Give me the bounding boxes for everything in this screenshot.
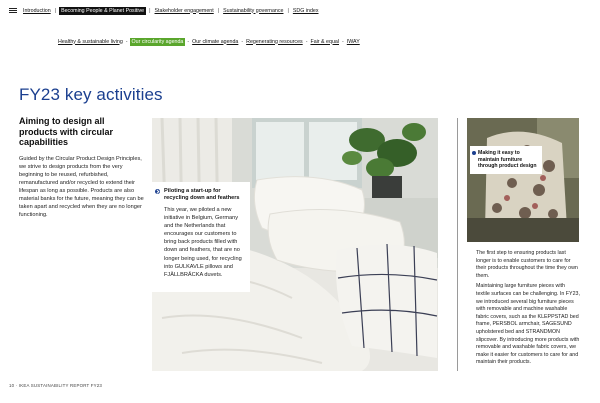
nav-link-introduction[interactable]: Introduction — [23, 7, 51, 14]
right-paragraph: The first step to ensuring products last longer is to enable customers to care for their products throughout the time they own them. — [476, 250, 578, 279]
chair-caption — [470, 146, 542, 174]
nav-separator: - — [125, 38, 128, 45]
callout-title: Piloting a start-up for recycling down and feathers — [164, 188, 240, 201]
page-footer: 10 · IKEA SUSTAINABILITY REPORT FY23 — [9, 383, 103, 388]
callout-box — [152, 182, 250, 292]
subnav-link-iway[interactable]: IWAY — [346, 38, 360, 45]
chair-caption-text: Making it easy to maintain furniture through product design — [478, 150, 537, 170]
section-heading: Aiming to design all products with circular capabilities — [19, 116, 114, 147]
subnav-link-fair-equal[interactable]: Fair & equal — [310, 38, 340, 45]
menu-icon[interactable] — [9, 8, 17, 14]
chair-illustration — [467, 118, 579, 242]
column-divider — [457, 118, 458, 371]
nav-separator: | — [217, 7, 220, 14]
nav-separator: | — [149, 7, 151, 14]
intro-paragraph: Guided by the Circular Product Design Principles, we strive to design products from the very beginning to be reused, refurbished, remanufactured and/or recycled to extend their lifespan as long as possible. Products are also material banks for the future, meaning they can be taken apart and recycled when they are no longer functioning. — [19, 156, 144, 218]
subnav-link-circularity-agenda[interactable]: Our circularity agenda — [131, 38, 184, 45]
primary-nav — [9, 6, 320, 15]
nav-link-stakeholder-engagement[interactable]: Stakeholder engagement — [154, 7, 214, 14]
callout-body: This year, we piloted a new initiative in Belgium, Germany and the Netherlands that encourages our customers to bring back products filled with down and feathers, that are no longer being used, for recycling into GULKAVLE pillows and FJÄLLBRÄCKA duvets. — [164, 207, 242, 278]
right-paragraph: Maintaining large furniture pieces with textile surfaces can be challenging. In FY23, we introduced several big furniture pieces with removable and machine washable fabric covers, such as the KLEPPSTAD bed frame, PERSBOL armchair, SAGESUND upholstered bed and STRANDMON slipcover. By introducing more products with removable and washable fabric covers, we make it easier for customers to care for and maintain their products. — [476, 283, 580, 366]
nav-separator: - — [305, 38, 308, 45]
right-column-text — [476, 250, 580, 367]
chair-photo — [467, 118, 579, 242]
nav-separator: - — [342, 38, 344, 45]
nav-link-sustainability-governance[interactable]: Sustainability governance — [223, 7, 284, 14]
nav-separator: | — [54, 7, 57, 14]
checkmark-icon — [472, 151, 476, 155]
nav-separator: - — [241, 38, 244, 45]
subnav-link-climate-agenda[interactable]: Our climate agenda — [192, 38, 239, 45]
page-title: FY23 key activities — [19, 85, 163, 104]
checkmark-icon — [155, 189, 160, 194]
nav-separator: | — [287, 7, 289, 14]
nav-separator: - — [187, 38, 190, 45]
subnav-link-healthy-living[interactable]: Healthy & sustainable living — [58, 38, 123, 45]
subnav-link-regenerating-resources[interactable]: Regenerating resources — [246, 38, 303, 45]
nav-link-sdg-index[interactable]: SDG index — [292, 7, 319, 14]
nav-link-people-planet-positive[interactable]: Becoming People & Planet Positive — [61, 7, 145, 14]
secondary-nav — [57, 37, 361, 46]
